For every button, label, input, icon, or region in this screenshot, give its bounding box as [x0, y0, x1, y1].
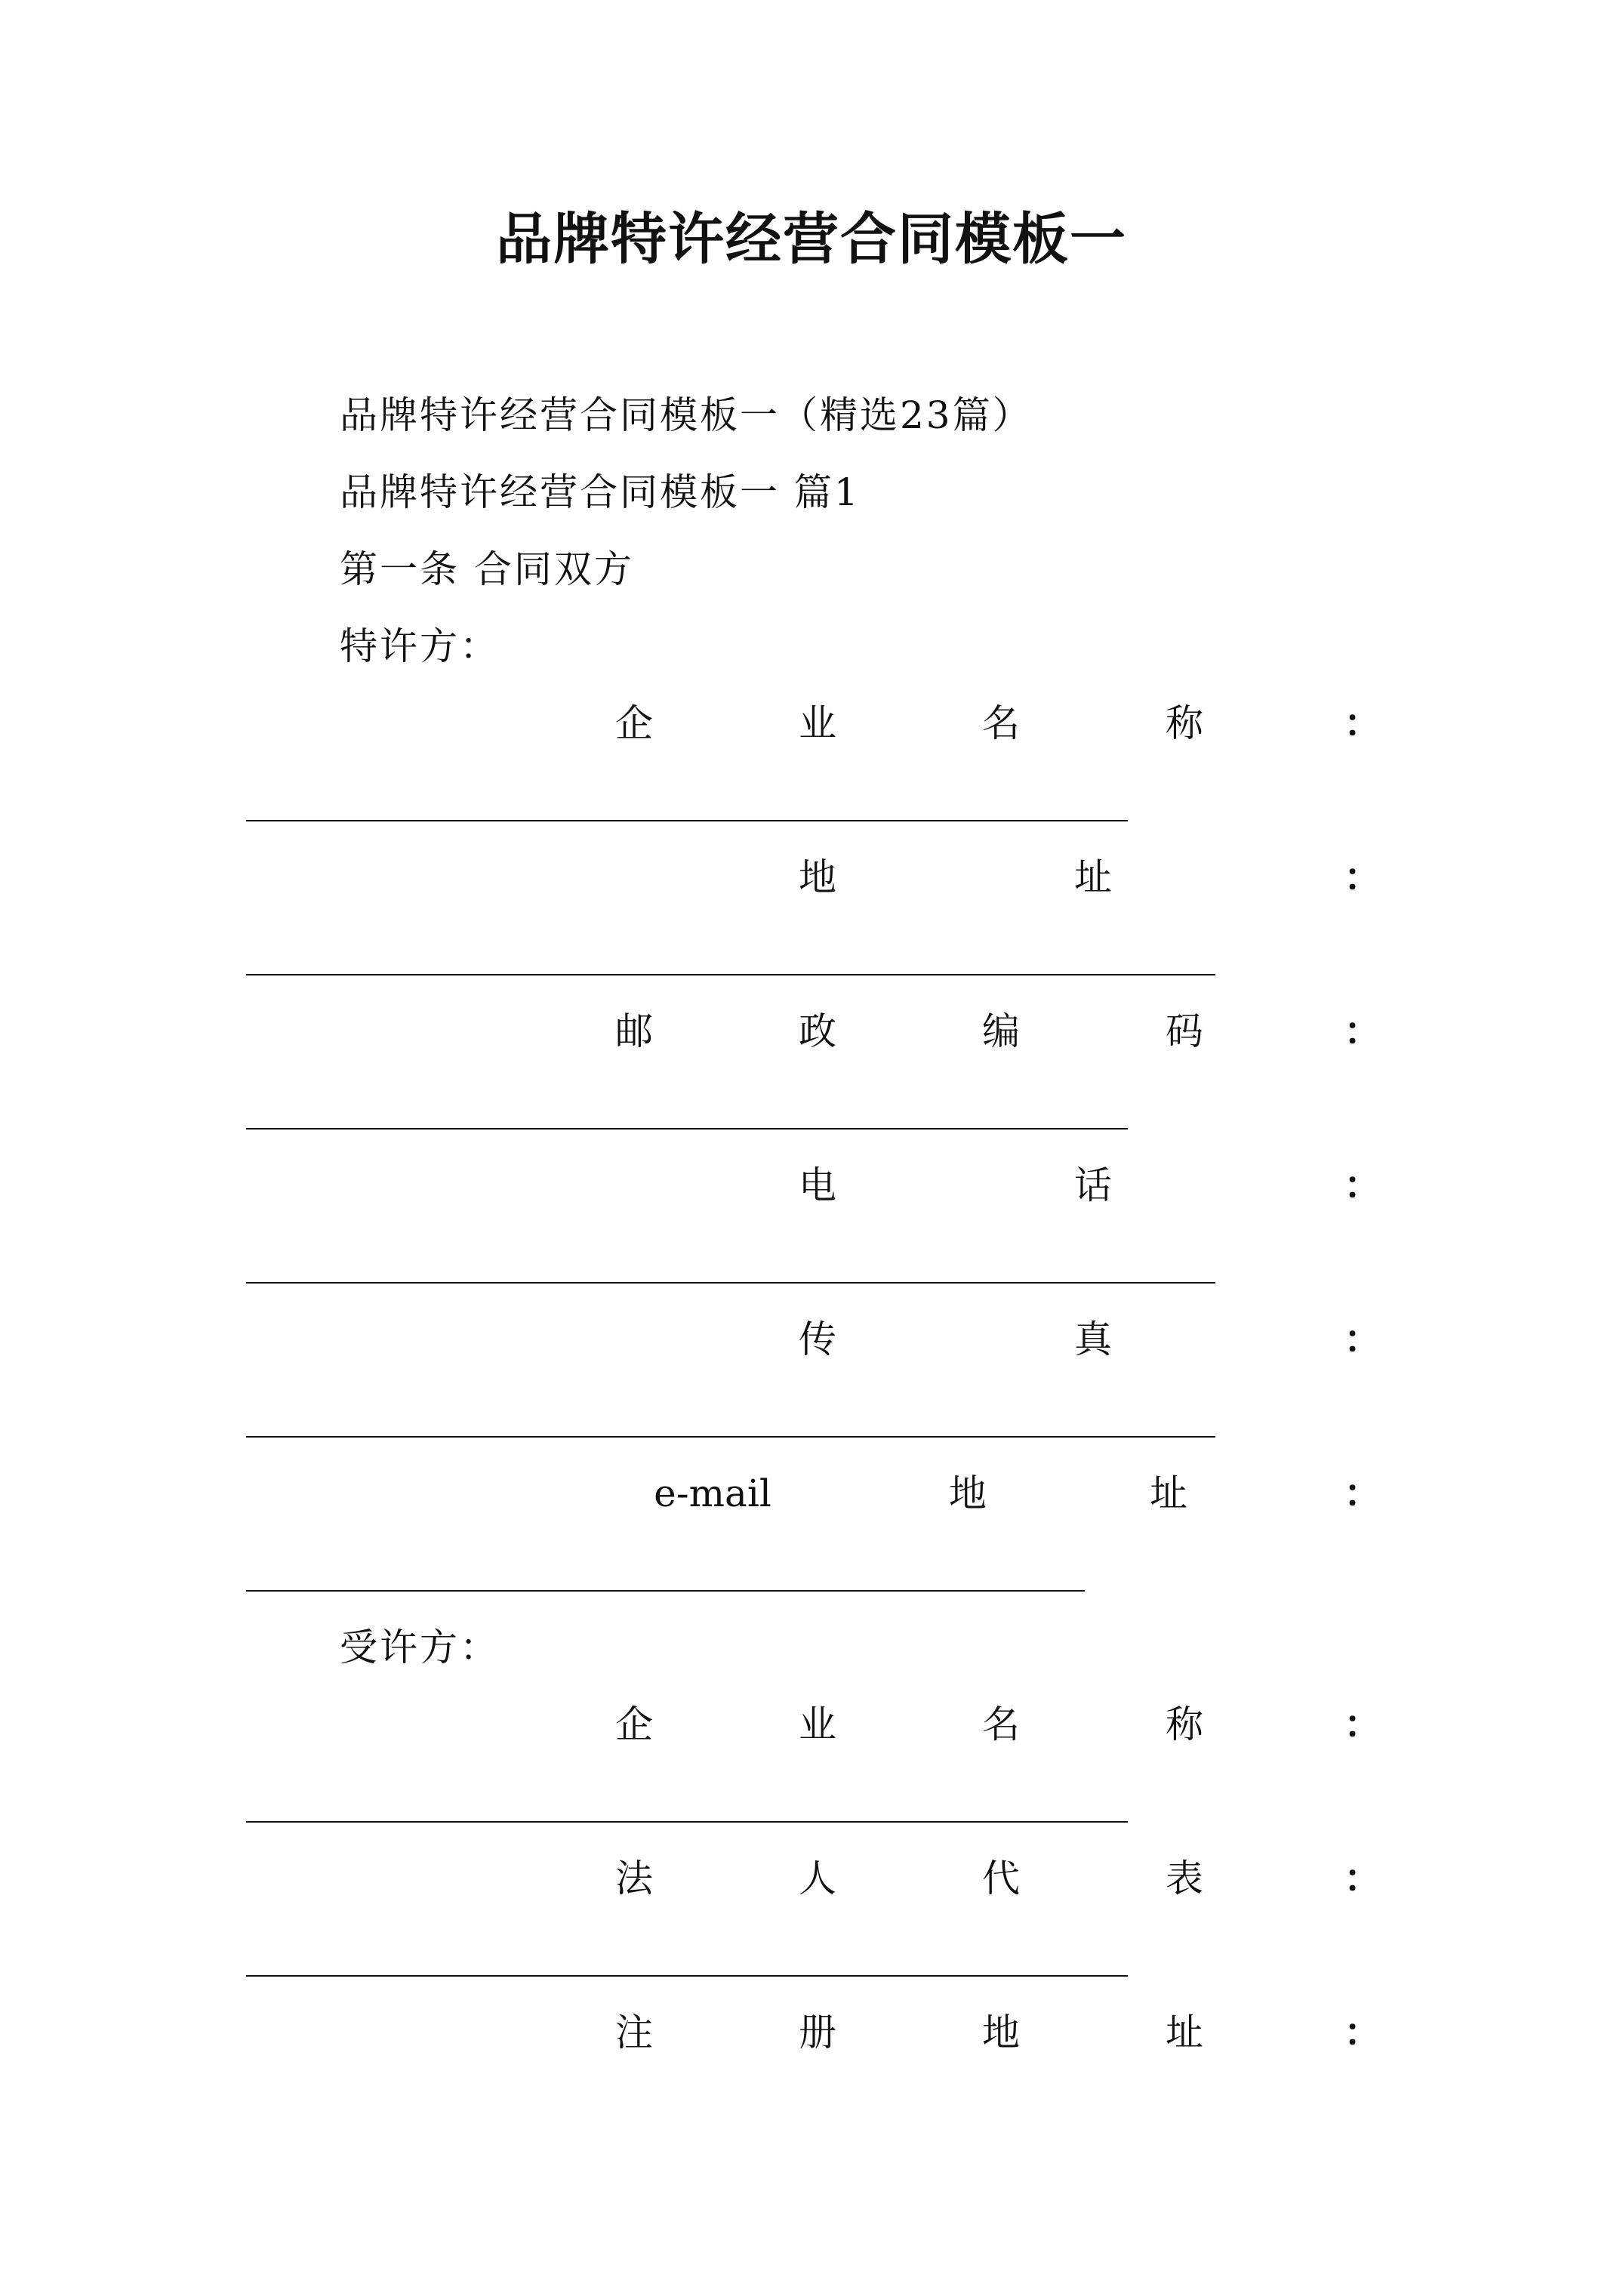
field-label-char: 业 — [799, 1703, 836, 1746]
field-label-char: 址 — [1074, 855, 1112, 899]
field-label-char: 地 — [949, 1472, 987, 1515]
field-label-char: 称 — [1166, 1703, 1203, 1746]
article-heading: 品牌特许经营合同模板一 篇1 — [340, 470, 861, 514]
fill-in-line — [246, 974, 1215, 975]
field-label-char: 电 — [799, 1163, 836, 1207]
field-label-char: 政 — [799, 1009, 836, 1053]
field-colon: ： — [1344, 1471, 1381, 1515]
document-title: 品牌特许经营合同模板一 — [496, 207, 1127, 272]
field-colon: ： — [1344, 1009, 1381, 1053]
field-label-char: 法 — [615, 1857, 653, 1900]
licensee-label: 受许方： — [340, 1626, 500, 1669]
field-label-char: 表 — [1166, 1857, 1203, 1900]
field-label-char: e-mail — [654, 1472, 771, 1515]
field-label-char: 企 — [615, 701, 653, 745]
field-label-char: 址 — [1166, 2011, 1203, 2054]
document-subtitle: 品牌特许经营合同模板一（精选23篇） — [340, 393, 1033, 437]
field-label-char: 址 — [1150, 1472, 1187, 1515]
field-label-char: 名 — [982, 701, 1020, 745]
field-label-char: 业 — [799, 701, 836, 745]
fill-in-line — [246, 1975, 1128, 1977]
field-label-char: 册 — [799, 2011, 836, 2054]
field-label-char: 码 — [1166, 1009, 1203, 1053]
fill-in-line — [246, 1590, 1085, 1592]
field-label-char: 注 — [615, 2011, 653, 2054]
field-label-char: 人 — [799, 1857, 836, 1900]
field-label-char: 真 — [1074, 1318, 1112, 1361]
field-label-char: 话 — [1074, 1163, 1112, 1207]
fill-in-line — [246, 1436, 1215, 1438]
field-label-char: 传 — [799, 1318, 836, 1361]
clause-heading: 第一条 合同双方 — [340, 547, 634, 591]
field-label-char: 邮 — [615, 1009, 653, 1053]
field-colon: ： — [1344, 701, 1381, 745]
fill-in-line — [246, 1821, 1128, 1823]
field-label-char: 企 — [615, 1703, 653, 1746]
field-label-char: 代 — [982, 1857, 1020, 1900]
field-colon: ： — [1344, 1163, 1381, 1207]
field-label-char: 地 — [982, 2011, 1020, 2054]
field-label-char: 名 — [982, 1703, 1020, 1746]
field-label-char: 地 — [799, 855, 836, 899]
fill-in-line — [246, 1128, 1128, 1130]
field-label-char: 编 — [982, 1009, 1020, 1053]
licensor-label: 特许方： — [340, 624, 500, 668]
field-colon: ： — [1344, 1702, 1381, 1746]
field-colon: ： — [1344, 855, 1381, 899]
field-colon: ： — [1344, 1317, 1381, 1361]
field-colon: ： — [1344, 2010, 1381, 2054]
fill-in-line — [246, 1282, 1215, 1284]
field-label-char: 称 — [1166, 701, 1203, 745]
field-colon: ： — [1344, 1856, 1381, 1900]
fill-in-line — [246, 820, 1128, 821]
